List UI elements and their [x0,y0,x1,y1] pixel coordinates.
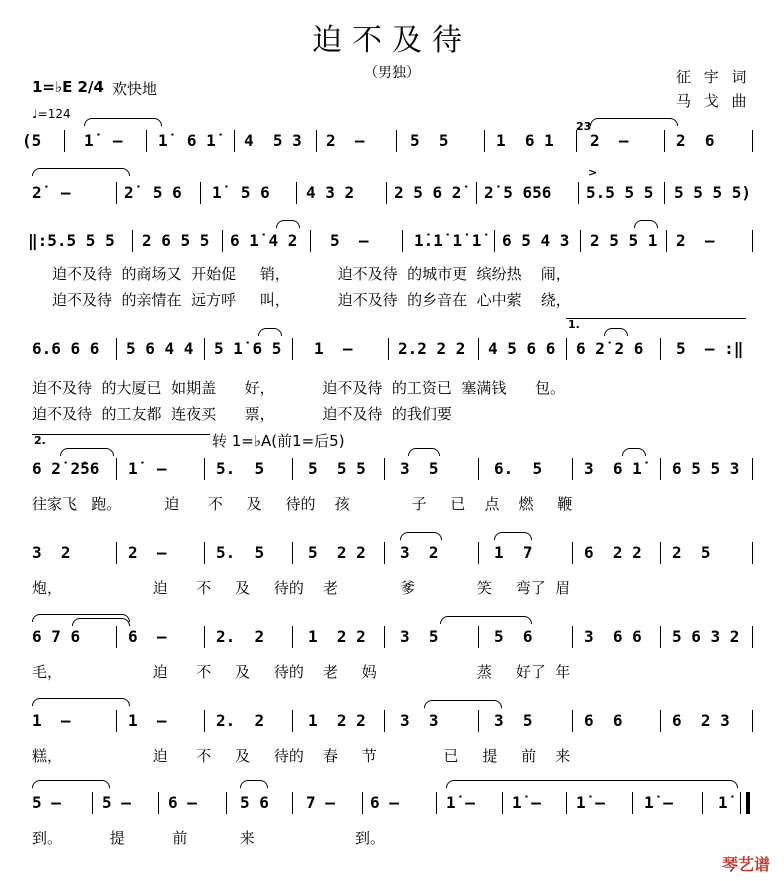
score-line-6 [0,542,784,564]
measure: 6 2̇ 2 6 [576,339,644,358]
measure: 6 2 2 [584,543,642,562]
measure: 1̇ – [644,793,673,812]
score-line-9 [0,792,784,814]
measure: 3 2 [400,543,439,562]
measure: 1̇.1̇ 1̇ 1̇ [414,231,482,250]
lyric-line: 毛， 迫 不 及 待的 老 妈 蒸 好了 年 [32,663,571,681]
measure: 3 6 1̇ [584,459,642,478]
measure: 6 6 [584,711,623,730]
measure: 5 6 [494,627,533,646]
lyric-line: 迫不及待 的亲情在 远方呼 叫， 迫不及待 的乡音在 心中萦 绕， [52,291,571,309]
lyricist-credit: 征 宇 词 [676,68,751,86]
measure: 6 2 3 [672,711,730,730]
measure: 5 5 [410,131,449,150]
key-signature: 1=♭E 2/4 [32,78,104,96]
measure: 2. 2 [216,711,265,730]
measure: 2 6 [676,131,715,150]
measure: 5.5 5 5 [586,183,654,202]
measure: 6.6 6 6 [32,339,100,358]
measure: 5 – [102,793,131,812]
measure: 5 – :‖ [676,339,744,358]
expression-mark: 欢快地 [112,80,158,98]
measure: 1 6 1 [496,131,554,150]
measure: ‖:5.5 5 5 [28,231,115,250]
measure: 6 2̇ 2̇56 [32,459,100,478]
measure: 2̇ 5 656 [484,183,552,202]
measure: 2 – [676,231,715,250]
measure: 2.2 2 2 [398,339,466,358]
measure: 1̇ 5 6 [212,183,270,202]
measure: 2 5 6 2̇ [394,183,462,202]
measure: 2 6 5 5 [142,231,210,250]
score-line-1: (5 1̇ – 1̇ 6 1̇ 4 5 3 2 – 5 5 1 6 1 2 – 2 6 23 [0,130,784,152]
measure: 1 2 2 [308,627,366,646]
measure: 5 6 4 4 [126,339,194,358]
measure: 6 1̇ 4 2 [230,231,298,250]
measure: 5. 5 [216,543,265,562]
page-title: 迫不及待 [312,23,472,58]
measure: 1 – [128,711,167,730]
measure: 7 – [306,793,335,812]
measure: 1̇ – [128,459,167,478]
measure: 5 – [32,793,61,812]
measure: 5 6 [240,793,269,812]
score-line-5: 6 2̇ 2̇56 1̇ – 5. 5 5 5 5 3 5 6. 5 3 6 1̇ 6 5 5 3 2. [0,458,784,480]
tempo-mark: ♩=124 [32,107,71,121]
page-subtitle: （男独） [364,65,420,81]
measure: 3 5 [400,459,439,478]
measure: 1̇ – [512,793,541,812]
measure: 1 2 2 [308,711,366,730]
measure: 2 – [326,131,365,150]
measure: 3 2 [32,543,71,562]
measure: 6 – [370,793,399,812]
lyric-line: 迫不及待 的商场又 开始促 销， 迫不及待 的城市更 缤纷热 闹， [52,265,571,283]
lyric-line: 迫不及待 的工友都 连夜买 票， 迫不及待 的我们要 [32,405,452,423]
measure: 5 6 3 2 [672,627,740,646]
measure: 6 5 4 3 [502,231,570,250]
measure: 6 – [168,793,197,812]
lyric-line: 往家飞 跑。 迫 不 及 待的 孩 子 已 点 燃 鞭 [32,495,573,513]
score-line-3 [0,230,784,252]
measure: 2̇ 5 6 [124,183,182,202]
score-line-4: 6.6 6 6 5 6 4 4 5 1̇ 6 5 1 – 2.2 2 2 4 5 6 6 6 2̇ 2 6 5 – :‖ 1. [0,338,784,360]
modulation-mark: 转 1=♭A(前1=后5) [212,432,345,450]
measure: 6 7 6 [32,627,81,646]
site-logo: 琴艺谱 [721,855,770,874]
measure: 5. 5 [216,459,265,478]
measure: 5 5 5 [308,459,366,478]
measure: 3 5 [400,627,439,646]
measure: 1 – [314,339,353,358]
measure: 6 – [128,627,167,646]
lyric-line: 炮， 迫 不 及 待的 老 爹 笑 弯了 眉 [32,579,571,597]
measure: 1 7 [494,543,533,562]
measure: 5 – [330,231,369,250]
measure: 1̇ [718,793,728,812]
measure: 2 – [128,543,167,562]
measure: (5 [22,131,42,150]
measure: 5 5 5 5) [674,183,752,202]
measure: 2 5 [672,543,711,562]
score-line-8 [0,710,784,732]
lyric-line: 糕， 迫 不 及 待的 春 节 已 提 前 来 [32,747,571,765]
composer-credit: 马 戈 曲 [676,92,751,110]
measure: 3 5 [494,711,533,730]
measure: 2 – [590,131,629,150]
measure: 1̇ 6 1̇ [158,131,216,150]
measure: 4 3 2 [306,183,355,202]
measure: 6. 5 [494,459,543,478]
measure: 2̇ – [32,183,71,202]
lyric-line: 迫不及待 的大厦已 如期盖 好， 迫不及待 的工资已 塞满钱 包。 [32,379,566,397]
measure: 5 1̇ 6 5 [214,339,282,358]
measure: 2. 2 [216,627,265,646]
measure: 4 5 3 [244,131,302,150]
measure: 3 3 [400,711,439,730]
measure: 1̇ – [84,131,123,150]
measure: 6 5 5 3 [672,459,740,478]
measure: 2 5 5 1 [590,231,658,250]
measure: 1 – [32,711,71,730]
measure: 5 2 2 [308,543,366,562]
score-line-2: 2̇ – 2̇ 5 6 1̇ 5 6 4 3 2 2 5 6 2̇ 2̇ 5 656 5.5 5 5 5 5 5 5) > [32,166,752,202]
measure: 1̇ – [446,793,475,812]
score-line-7 [0,626,784,648]
measure: 3 6 6 [584,627,642,646]
measure: 4 5 6 6 [488,339,556,358]
measure: 1̇ – [576,793,605,812]
lyric-line: 到。 提 前 来 到。 [32,829,385,847]
